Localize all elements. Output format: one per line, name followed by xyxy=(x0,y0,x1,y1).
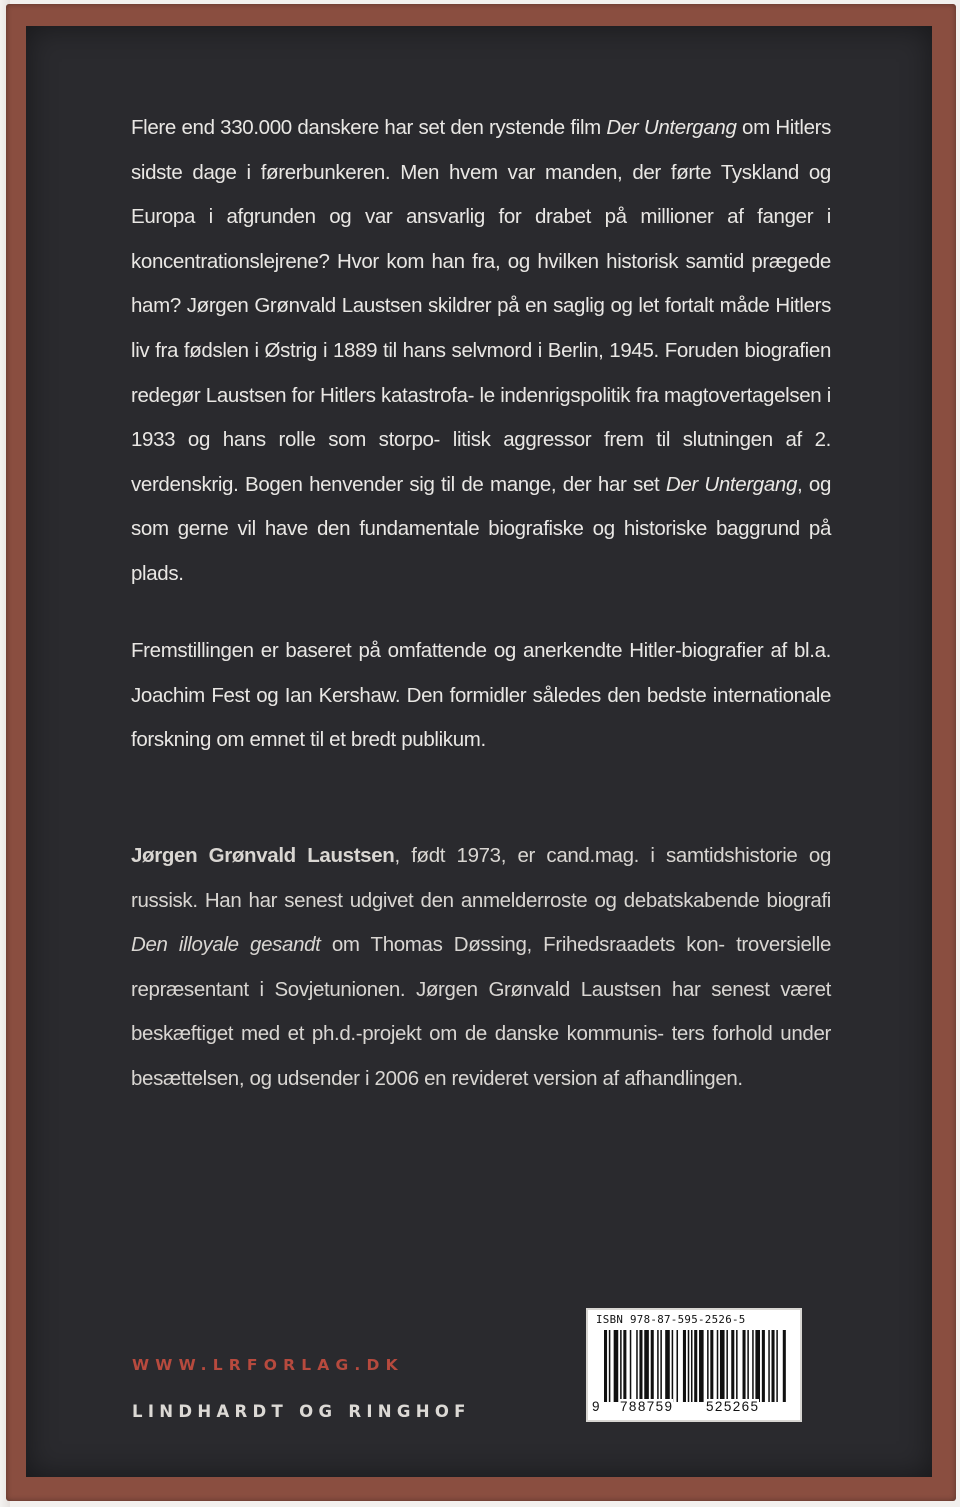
barcode-digits-left: 788759 xyxy=(620,1399,674,1414)
barcode-digits-right: 525265 xyxy=(706,1399,760,1414)
publisher-website[interactable]: WWW.LRFORLAG.DK xyxy=(132,1356,404,1374)
barcode-bar xyxy=(717,1330,719,1402)
barcode-bar xyxy=(604,1330,607,1402)
barcode-bar xyxy=(651,1330,654,1402)
barcode-bar xyxy=(630,1330,632,1402)
barcode-bar xyxy=(731,1330,734,1402)
author-bio: Jørgen Grønvald Laustsen, født 1973, er cand.mag. i samtidshistorie og russisk. Han har senest udgivet den anmelderroste og debatskabende biografi Den illoyale gesandt om Thomas Døssing, Frihedsraadets kon- troversielle repræsentant i Sovjetunionen. Jørgen Grønvald Laustsen har senest været beskæftiget med et ph.d.-projekt om de danske kommunis- ters forhold under besættelsen, og udsender i 2006 en revideret version af afhandlingen. xyxy=(131,844,831,1090)
publisher-name: LINDHARDT OG RINGHOF xyxy=(132,1402,471,1421)
barcode-bar xyxy=(694,1330,697,1402)
barcode-digit-first: 9 xyxy=(592,1399,600,1414)
sources-paragraph: Fremstillingen er baseret på omfattende og anerkendte Hitler-biografier af bl.a. Joachim Fest og Ian Kershaw. Den formidler således den bedste internationale forskning om emnet til et bredt publikum. xyxy=(131,639,831,752)
barcode-bar xyxy=(636,1330,638,1402)
film-title: Der Untergang xyxy=(665,472,797,496)
barcode-bar xyxy=(691,1330,693,1402)
barcode-bar xyxy=(720,1330,725,1402)
film-title: Der Untergang xyxy=(606,116,737,139)
barcode-bar xyxy=(747,1330,749,1402)
barcode-bar xyxy=(660,1330,662,1402)
barcode-bar xyxy=(644,1330,649,1402)
barcode-bar xyxy=(762,1330,765,1402)
isbn-label: ISBN 978-87-595-2526-5 xyxy=(596,1313,746,1326)
barcode-bar xyxy=(776,1330,778,1402)
barcode-bar xyxy=(639,1330,642,1402)
barcode-bar xyxy=(768,1330,770,1402)
barcode-bar xyxy=(772,1330,775,1402)
barcode-bar xyxy=(726,1330,728,1402)
barcode-bar xyxy=(676,1330,678,1402)
barcode-bar xyxy=(699,1330,704,1402)
barcode-bar xyxy=(683,1330,686,1402)
isbn-barcode xyxy=(586,1308,802,1422)
barcode-bar xyxy=(688,1330,690,1402)
barcode-bar xyxy=(707,1330,709,1402)
author-name: Jørgen Grønvald Laustsen xyxy=(131,844,395,867)
barcode-bar xyxy=(743,1330,746,1402)
barcode-bar xyxy=(672,1330,674,1402)
back-cover-panel xyxy=(26,26,932,1477)
barcode-bar xyxy=(623,1330,626,1402)
barcode-bar xyxy=(609,1330,611,1402)
barcode-bar xyxy=(665,1330,670,1402)
barcode-bar xyxy=(783,1330,786,1402)
book-title: Den illoyale gesandt xyxy=(131,933,321,957)
barcode-bar xyxy=(736,1330,738,1402)
blurb-paragraph: Flere end 330.000 danskere har set den rystende film Der Untergang om Hitlers sidste dage i førerbunkeren. Men hvem var manden, der førte Tyskland og Europa i afgrunden og var ansvarlig for drabet på millioner af fanger i koncentrationslejrene? Hvor kom han fra, og hvilken historisk samtid prægede ham? Jørgen Grønvald Laustsen skildrer på en saglig og let fortalt måde Hitlers liv fra fødslen i Østrig i 1889 til hans selvmord i Berlin, 1945. Foruden biografien redegør Laustsen for Hitlers katastrofa- le indenrigspolitik fra magtovertagelsen i 1933 og hans rolle som storpo- litisk aggressor frem til slutningen af 2. verdenskrig. Bogen henvender sig til de mange, der har set Der Untergang, og som gerne vil have den fundamentale biografiske og historiske baggrund på plads. xyxy=(131,116,831,585)
barcode-bar xyxy=(710,1330,713,1402)
barcode-bars xyxy=(604,1330,786,1402)
barcode-bar xyxy=(657,1330,659,1402)
barcode-bar xyxy=(752,1330,754,1402)
barcode-bar xyxy=(620,1330,622,1402)
barcode-bar xyxy=(614,1330,619,1402)
barcode-bar xyxy=(755,1330,760,1402)
